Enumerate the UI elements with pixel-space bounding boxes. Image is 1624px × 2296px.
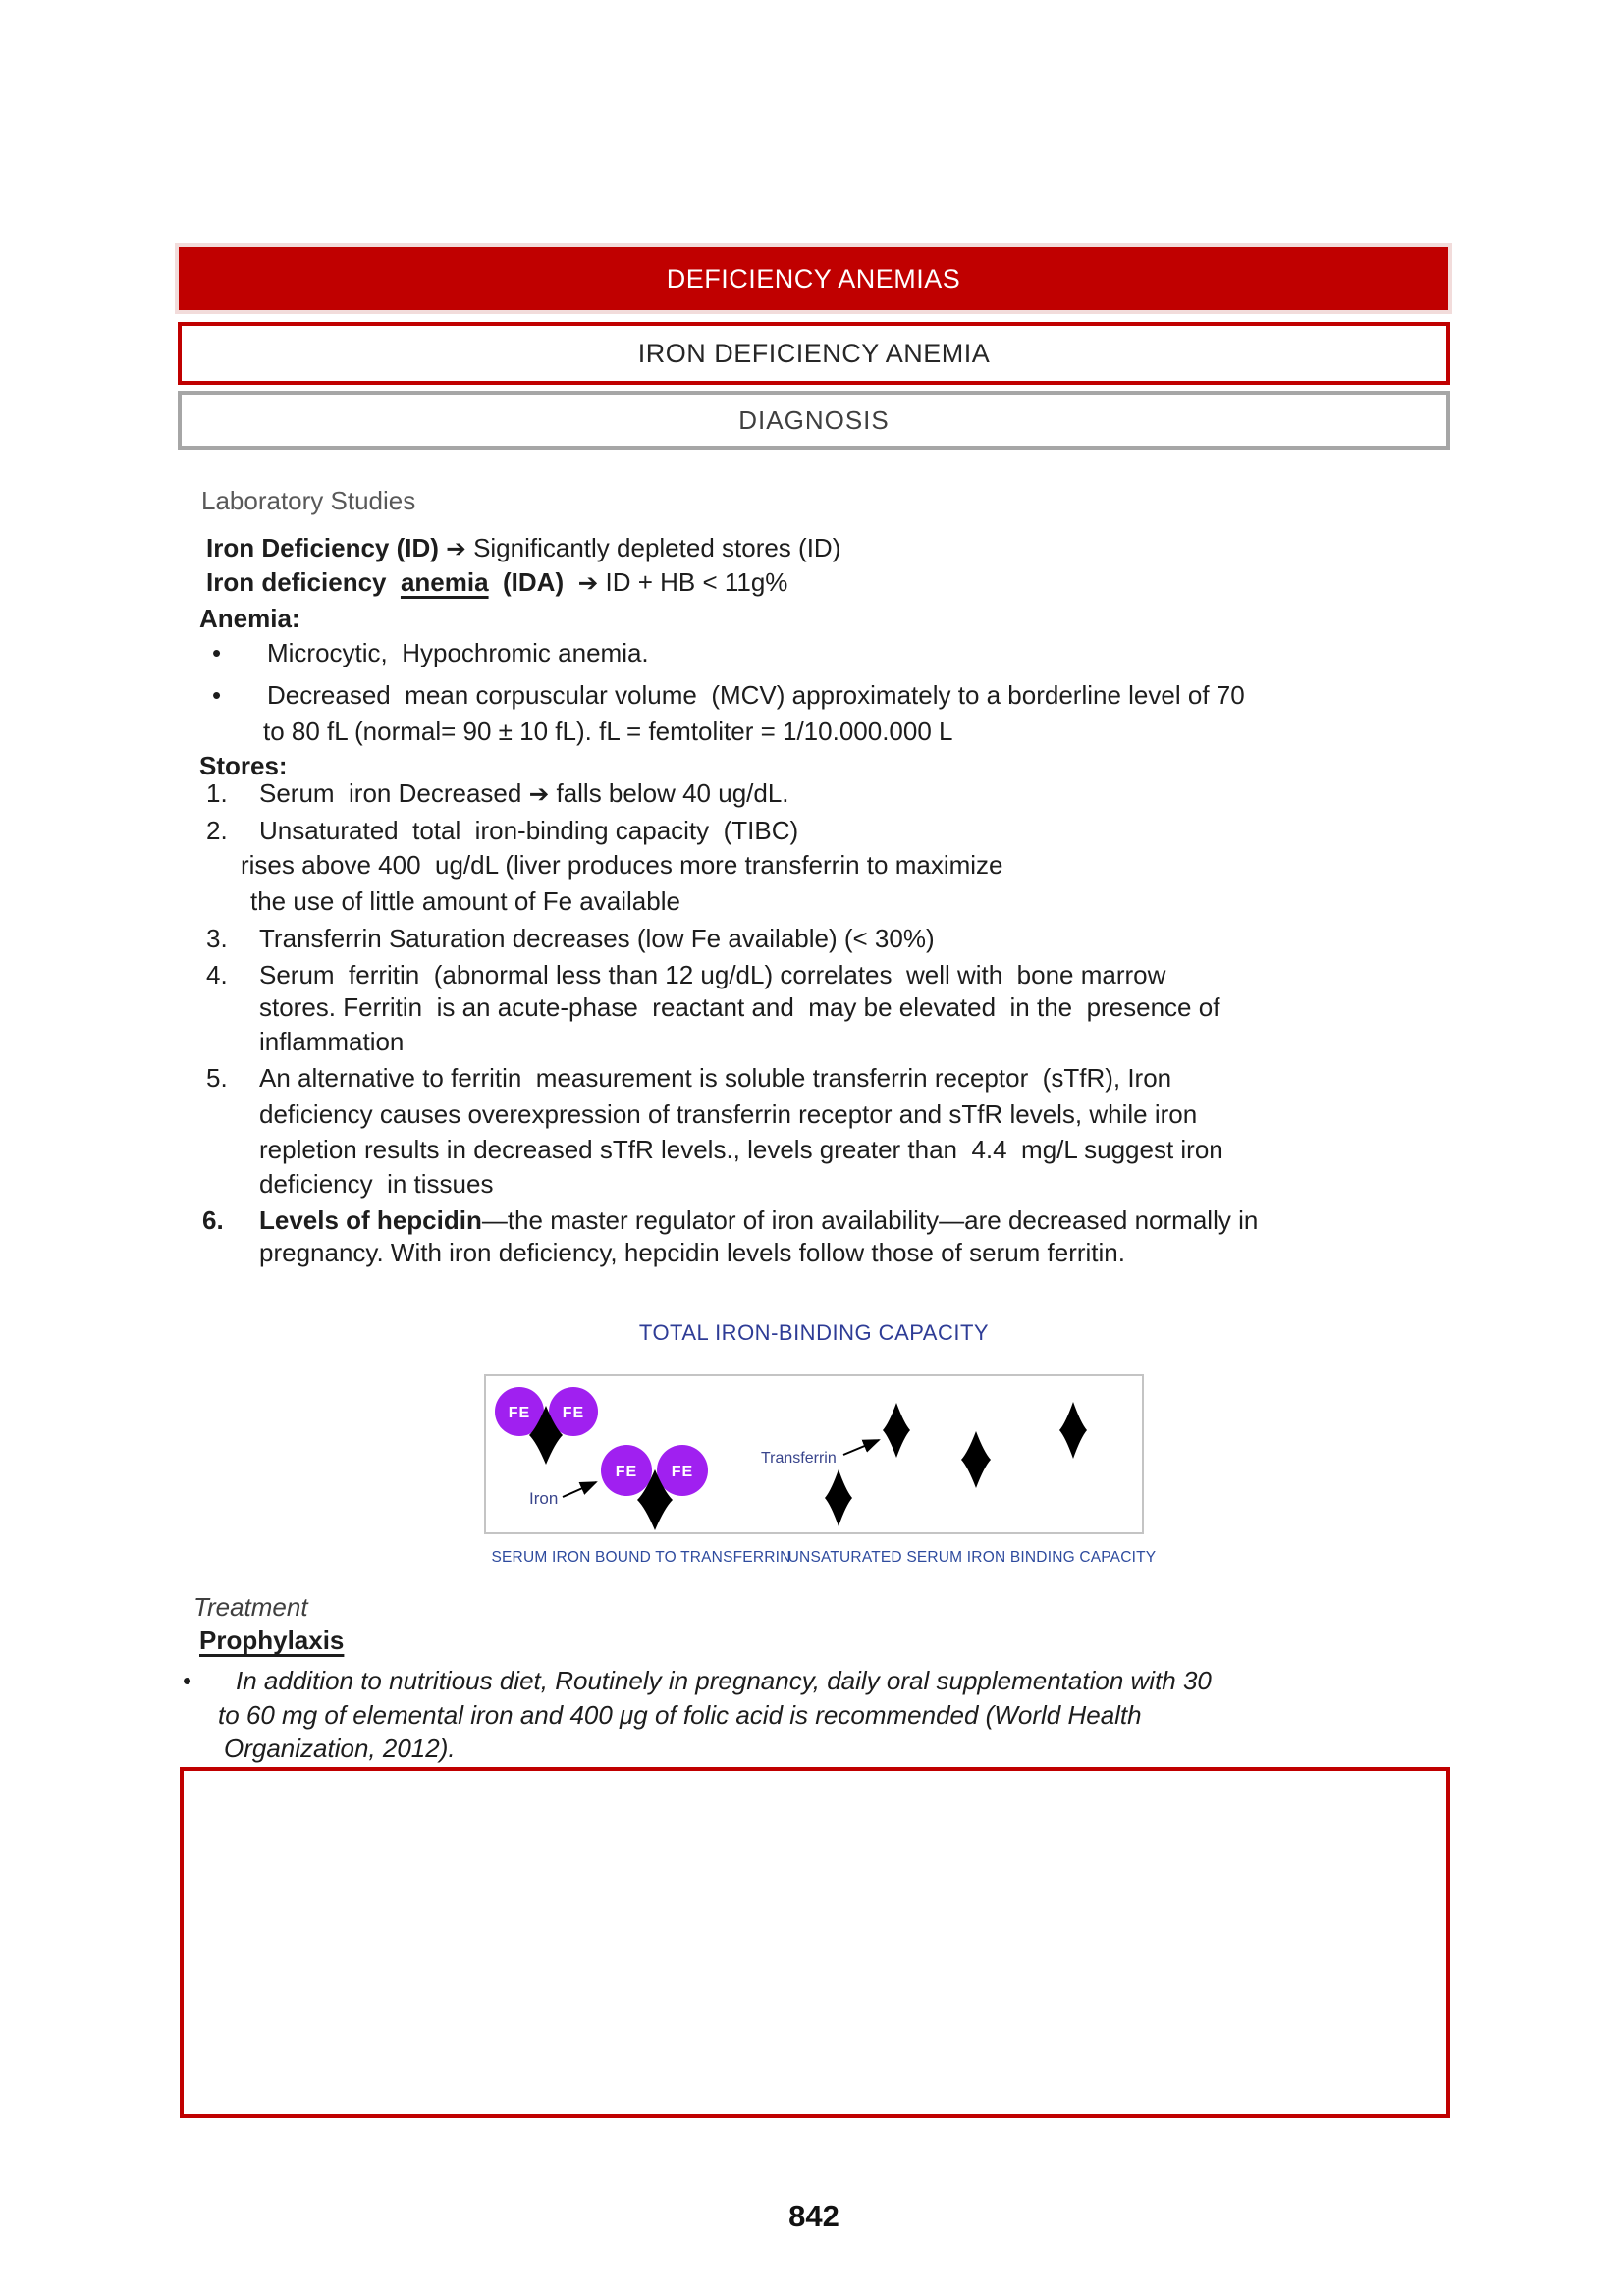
- arrow-icon: ➔: [528, 779, 550, 808]
- text-line: [206, 817, 228, 846]
- banner-deficiency-anemias: DEFICIENCY ANEMIAS: [175, 243, 1452, 314]
- text-line: [250, 887, 680, 917]
- text-run: 6.: [202, 1205, 224, 1235]
- transferrin-diamond: [825, 1469, 852, 1526]
- text-line: [193, 1593, 308, 1623]
- text-run: the use of little amount of Fe available: [250, 886, 680, 916]
- ferrous-salts-box: [180, 1767, 1450, 2118]
- text-line: [199, 605, 300, 634]
- text-run: 3.: [206, 924, 228, 953]
- text-run: Treatment: [193, 1592, 308, 1622]
- text-run: Serum iron Decreased: [259, 778, 529, 808]
- text-line: [259, 817, 798, 846]
- text-run: rises above 400 ug/dL (liver produces more transferrin to maximize: [241, 850, 1003, 880]
- text-run: Transferrin Saturation decreases (low Fe available) (< 30%): [259, 924, 935, 953]
- text-run: •: [212, 680, 222, 710]
- text-line: [259, 1064, 1171, 1094]
- transferrin-diamond: [883, 1403, 910, 1458]
- text-run: Organization, 2012).: [224, 1734, 456, 1763]
- text-line: [183, 1667, 191, 1696]
- fe-label: FE: [562, 1405, 585, 1421]
- text-run: Iron Deficiency (ID): [206, 533, 447, 562]
- text-run: Serum ferritin (abnormal less than 12 ug/dL) correlates well with bone marrow: [259, 960, 1166, 989]
- text-run: (IDA): [488, 567, 578, 597]
- page-number: 842: [788, 2199, 839, 2233]
- text-line: [206, 1064, 228, 1094]
- text-line: [263, 718, 953, 747]
- text-line: [259, 1028, 404, 1057]
- text-run: In addition to nutritious diet, Routinely in pregnancy, daily oral supplementation with 30: [236, 1666, 1212, 1695]
- text-line: [206, 568, 787, 598]
- text-run: An alternative to ferritin measurement is soluble transferrin receptor (sTfR), Iron: [259, 1063, 1172, 1093]
- text-line: [206, 779, 228, 809]
- text-run: deficiency in tissues: [259, 1169, 494, 1199]
- text-line: [259, 1170, 493, 1200]
- caption-serum-iron-bound: SERUM IRON BOUND TO TRANSFERRIN: [491, 1549, 791, 1566]
- text-run: to 80 fL (normal= 90 ± 10 fL). fL = femtoliter = 1/10.000.000 L: [263, 717, 953, 746]
- text-run: Iron deficiency: [206, 567, 401, 597]
- text-line: [202, 1206, 224, 1236]
- text-line: [259, 961, 1165, 990]
- iron-arrow: [563, 1482, 596, 1497]
- transferrin-diamond: [1059, 1402, 1087, 1459]
- text-run: repletion results in decreased sTfR levels., levels greater than 4.4 mg/L suggest iron: [259, 1135, 1223, 1164]
- text-run: Unsaturated total iron-binding capacity (TIBC): [259, 816, 799, 845]
- text-line: [259, 1206, 1258, 1236]
- text-line: [206, 925, 228, 954]
- text-line: [267, 681, 1245, 711]
- text-line: [236, 1667, 1212, 1696]
- transferrin-arrow: [843, 1440, 879, 1455]
- iron-label: Iron: [529, 1489, 559, 1508]
- text-run: 1.: [206, 778, 228, 808]
- text-run: Decreased mean corpuscular volume (MCV) approximately to a borderline level of 70: [267, 680, 1245, 710]
- fe-label: FE: [615, 1464, 638, 1480]
- transferrin-diamond: [961, 1431, 991, 1488]
- text-line: [224, 1735, 456, 1764]
- text-run: falls below 40 ug/dL.: [549, 778, 789, 808]
- text-line: [259, 1136, 1223, 1165]
- text-line: [199, 752, 288, 781]
- text-run: Prophylaxis: [199, 1626, 345, 1655]
- text-line: [218, 1701, 1142, 1731]
- title-iron-deficiency-anemia: IRON DEFICIENCY ANEMIA: [178, 322, 1450, 385]
- transferrin-label: Transferrin: [761, 1450, 837, 1467]
- text-run: Stores:: [199, 751, 288, 780]
- arrow-icon: ➔: [446, 534, 466, 562]
- text-run: Microcytic, Hypochromic anemia.: [267, 638, 649, 667]
- tibc-diagram: [484, 1374, 1144, 1534]
- diagram-title: TOTAL IRON-BINDING CAPACITY: [638, 1320, 990, 1345]
- text-line: [206, 961, 228, 990]
- text-run: to 60 mg of elemental iron and 400 μg of folic acid is recommended (World Health: [218, 1700, 1142, 1730]
- text-run: pregnancy. With iron deficiency, hepcidin levels follow those of serum ferritin.: [259, 1238, 1125, 1267]
- text-run: —the master regulator of iron availability—are decreased normally in: [481, 1205, 1259, 1235]
- text-line: [206, 534, 840, 563]
- text-line: [259, 993, 1219, 1023]
- fe-label: FE: [508, 1405, 531, 1421]
- arrow-icon: ➔: [577, 568, 599, 597]
- text-line: [259, 1100, 1197, 1130]
- text-run: stores. Ferritin is an acute-phase reactant and may be elevated in the presence of: [259, 992, 1220, 1022]
- text-line: [212, 681, 221, 711]
- text-run: deficiency causes overexpression of transferrin receptor and sTfR levels, while iron: [259, 1099, 1198, 1129]
- fe-label: FE: [671, 1464, 694, 1480]
- text-line: [201, 487, 415, 516]
- text-run: Significantly depleted stores (ID): [465, 533, 841, 562]
- text-line: [267, 639, 649, 668]
- text-run: anemia: [400, 567, 489, 597]
- text-run: ID + HB < 11g%: [598, 567, 788, 597]
- text-run: 5.: [206, 1063, 228, 1093]
- text-run: inflammation: [259, 1027, 405, 1056]
- text-run: •: [183, 1666, 192, 1695]
- text-line: [199, 1627, 344, 1656]
- text-line: [241, 851, 1002, 881]
- text-run: •: [212, 638, 222, 667]
- text-line: [259, 1239, 1125, 1268]
- text-line: [259, 779, 789, 809]
- text-run: Laboratory Studies: [201, 486, 416, 515]
- text-run: Anemia:: [199, 604, 300, 633]
- text-run: 2.: [206, 816, 228, 845]
- section-title-diagnosis: DIAGNOSIS: [178, 391, 1450, 450]
- text-line: [259, 925, 935, 954]
- caption-unsaturated-capacity: UNSATURATED SERUM IRON BINDING CAPACITY: [787, 1549, 1157, 1566]
- text-line: [212, 639, 221, 668]
- text-run: 4.: [206, 960, 228, 989]
- text-run: Levels of hepcidin: [259, 1205, 482, 1235]
